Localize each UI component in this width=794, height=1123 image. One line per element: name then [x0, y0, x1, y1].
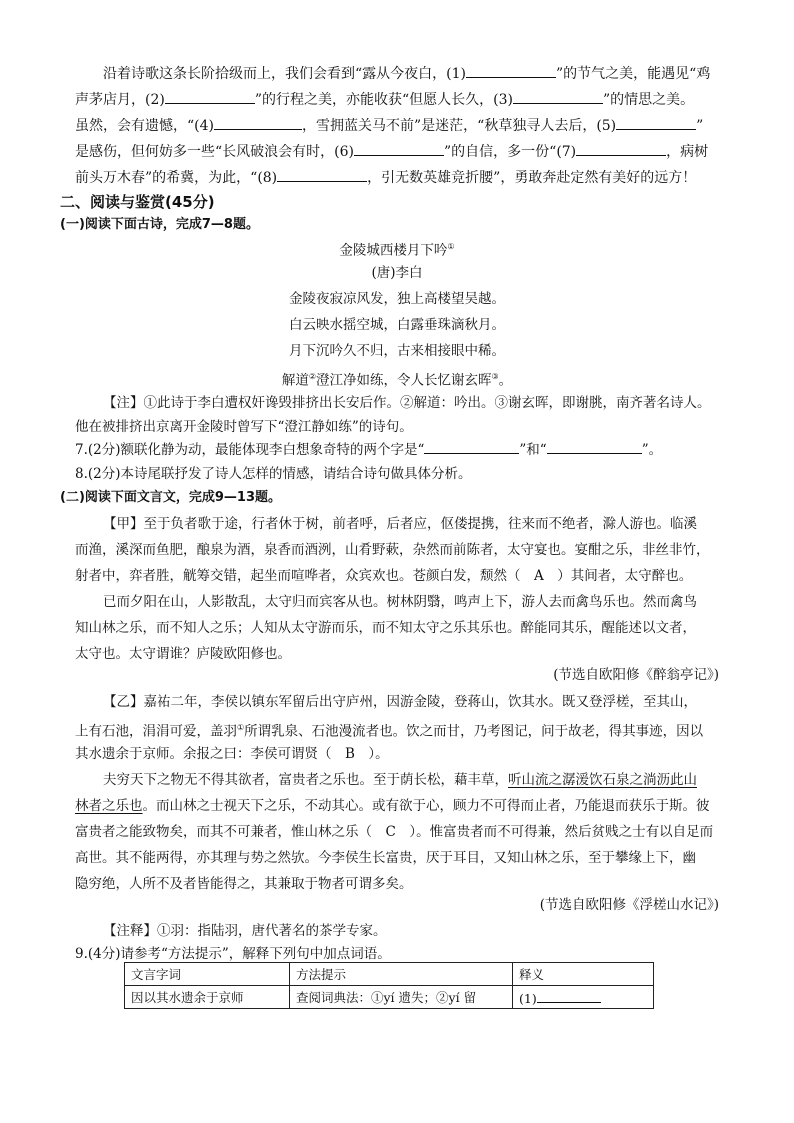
passage-yi-line: 其水遗余于京师。余报之曰：李侯可谓贤（ B ）。 — [75, 746, 389, 762]
poem-text: 。 — [498, 372, 513, 389]
blank-6[interactable] — [354, 141, 444, 156]
intro-line-4 — [75, 139, 725, 165]
intro-text: ”的节气之美，能遇见“鸡 — [556, 66, 711, 82]
table-cell: 查阅词典法：①yí 遗失；②yí 留 — [290, 986, 513, 1009]
question-9: 9.(4分)请参考“方法提示”，解释下列句中加点词语。 — [75, 946, 391, 962]
table-header-row — [125, 963, 654, 986]
passage-text: 夫穷天下之物无不得其欲者，富贵者之乐也。至于荫长松，藉丰草， — [103, 772, 508, 788]
table-cell: 因以其水遗余于京师 — [125, 986, 290, 1009]
passage-source: (节选自欧阳修《浮槎山水记》) — [539, 897, 719, 913]
intro-text: ”的行程之美，亦能收获“但愿人长久，(3) — [254, 92, 513, 108]
passage-text: 。而山林之士视天下之乐，不动其心。或有欲于心，顾力不可得而止者，乃能退而获乐于斯。彼 — [142, 798, 710, 814]
passage-jia-line: 已而夕阳在山，人影散乱，太守归而宾客从也。树林阴翳，鸣声上下，游人去而禽鸟乐也。然而禽鸟 — [103, 594, 697, 610]
poem-text: 澄江净如练，令人长忆谢玄晖 — [316, 372, 492, 389]
answer-blank[interactable] — [537, 988, 601, 1003]
intro-text: 虽然，会有遗憾，“(4) — [75, 118, 214, 134]
table-cell — [513, 986, 654, 1009]
poem-note: 他在被排挤出京离开金陵时曾写下“澄江静如练”的诗句。 — [75, 419, 413, 435]
intro-text: ，病树 — [666, 144, 709, 160]
passage-source: (节选自欧阳修《醉翁亭记》) — [553, 667, 719, 683]
blank-4[interactable] — [214, 115, 302, 130]
question-8: 8.(2分)本诗尾联抒发了诗人怎样的情感，请结合诗句做具体分析。 — [75, 466, 472, 482]
passage-yi-line — [75, 793, 725, 819]
poem-text: 解道 — [281, 372, 309, 389]
passage-jia-line: 太守也。太守谓谁？庐陵欧阳修也。 — [75, 646, 291, 662]
intro-text: 声茅店月，(2) — [75, 92, 165, 108]
passage-jia-line: 射者中，弈者胜，觥筹交错，起坐而喧哗者，众宾欢也。苍颜白发，颓然（ A ）其间者，太守醉也。 — [75, 568, 693, 584]
table-header: 方法提示 — [290, 963, 513, 986]
blank-3[interactable] — [513, 89, 603, 104]
poem-note: 【注】①此诗于李白遭权奸谗毁排挤出长安后作。②解道：吟出。③谢玄晖，即谢朓，南齐著名诗人。 — [103, 395, 711, 411]
footnote-mark: ② — [308, 372, 316, 381]
blank-5[interactable] — [616, 115, 696, 130]
footnote-mark: ③ — [491, 372, 499, 381]
passage-yi-line: 富贵者之能致物矣，而其不可兼者，惟山林之乐（ C ）。惟富贵者而不可得兼，然后贫贱之士有以自足而 — [75, 824, 714, 840]
intro-text: ”的自信，多一份“(7) — [444, 144, 577, 160]
passage-text: 上有石池，涓涓可爱，盖羽 — [75, 723, 237, 740]
poem-line: 白云映水摇空城，白露垂珠滴秋月。 — [289, 317, 505, 333]
intro-text: ，雪拥蓝关马不前”是迷茫，“秋草独寻人去后，(5) — [302, 118, 617, 134]
question-7 — [75, 437, 725, 463]
intro-text: ，引无数英雄竞折腰”，勇敢奔赴定然有美好的远方！ — [367, 170, 697, 186]
intro-text: 是感伤，但何妨多一些“长风破浪会有时，(6) — [75, 144, 354, 160]
intro-text: 沿着诗歌这条长阶拾级而上，我们会看到“露从今夜白，(1) — [103, 66, 466, 82]
passage-jia-line: 而渔，溪深而鱼肥，酿泉为酒，泉香而酒洌，山肴野蔌，杂然而前陈者，太守宴也。宴酣之乐，非丝非竹， — [75, 542, 710, 558]
blank-1[interactable] — [466, 63, 556, 78]
section-title: 二、阅读与鉴赏(45分) — [60, 193, 215, 211]
intro-line-5 — [75, 165, 725, 191]
intro-text: ”的情思之美。 — [603, 92, 695, 108]
poem-title-text: 金陵城西楼月下吟 — [339, 242, 448, 259]
passage-yi-line: 高世。其不能两得，亦其理与势之然欤。今李侯生长富贵，厌于耳目，又知山林之乐，至于攀缘上下，幽 — [75, 850, 696, 866]
poem-line: 月下沉吟久不归，古来相接眼中稀。 — [289, 343, 505, 359]
poem-line: 金陵夜寂凉风发，独上高楼望吴越。 — [289, 291, 505, 307]
blank-7[interactable] — [576, 141, 666, 156]
table-header: 文言字词 — [125, 963, 290, 986]
intro-line-1 — [75, 61, 725, 87]
passage-jia-line: 【甲】至于负者歌于途，行者休于树，前者呼，后者应，伛偻提携，往来而不绝者，滁人游也。临溪 — [103, 516, 697, 532]
intro-text: 前头万木春”的希冀，为此，“(8) — [75, 170, 278, 186]
part-title: (一)阅读下面古诗，完成7—8题。 — [60, 217, 259, 232]
intro-line-3 — [75, 113, 725, 139]
part-title: (二)阅读下面文言文，完成9—13题。 — [60, 490, 282, 505]
underlined-sentence: 听山流之潺湲饮石泉之淌沥此山 — [508, 772, 697, 788]
intro-line-2 — [75, 87, 725, 113]
passage-text: 所谓乳泉、石池漫流者也。饮之而甘，乃考图记，问于故老，得其事迹，因以 — [244, 723, 704, 740]
table-row — [125, 986, 654, 1009]
answer-blank[interactable] — [424, 439, 519, 454]
passage-yi-line: 【乙】嘉祐二年，李侯以镇东军留后出守庐州，因游金陵，登蒋山，饮其水。既又登浮槎，至其山， — [103, 694, 697, 710]
question-text: 7.(2分)额联化静为动，最能体现李白想象奇特的两个字是“ — [75, 442, 425, 458]
answer-table — [124, 962, 654, 1009]
poem-author: (唐)李白 — [371, 265, 423, 281]
passage-yi-line: 隐穷绝，人所不及者皆能得之，其兼取于物者可谓多矣。 — [75, 876, 413, 892]
footnote-mark: ① — [237, 723, 245, 732]
question-text: ”和“ — [519, 442, 547, 458]
blank-2[interactable] — [165, 89, 255, 104]
answer-label: (1) — [519, 991, 537, 1006]
intro-text: ” — [696, 118, 704, 134]
passage-jia-line: 知山林之乐，而不知人之乐；人知从太守游而乐，而不知太守之乐其乐也。醉能同其乐，醒能述以文者， — [75, 620, 696, 636]
underlined-sentence: 林者之乐也 — [75, 798, 143, 814]
question-text: ”。 — [641, 442, 663, 458]
answer-blank[interactable] — [547, 439, 642, 454]
passage-note: 【注释】①羽：指陆羽，唐代著名的茶学专家。 — [103, 923, 387, 939]
table-header: 释义 — [513, 963, 654, 986]
passage-yi-line — [75, 767, 725, 793]
blank-8[interactable] — [277, 167, 367, 182]
footnote-mark: ① — [447, 242, 455, 251]
